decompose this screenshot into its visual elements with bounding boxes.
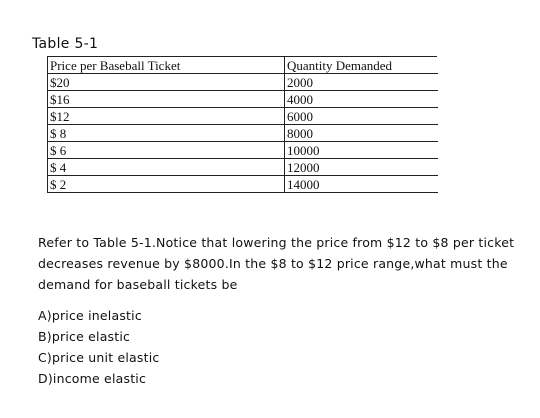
answer-options xyxy=(38,305,159,389)
table-row xyxy=(48,176,438,193)
table-row xyxy=(48,91,438,108)
column-header-quantity: Quantity Demanded xyxy=(285,57,438,74)
option-c[interactable]: C)price unit elastic xyxy=(38,350,160,365)
table-row xyxy=(48,142,438,159)
price-cell: $ 4 xyxy=(48,159,285,176)
quantity-cell: 12000 xyxy=(285,159,438,176)
quantity-cell: 10000 xyxy=(285,142,438,159)
price-cell: $12 xyxy=(48,108,285,125)
quantity-cell: 6000 xyxy=(285,108,438,125)
option-d[interactable]: D)income elastic xyxy=(38,371,147,386)
demand-table xyxy=(47,56,438,193)
table-caption: Table 5-1 xyxy=(32,36,99,52)
question-text: Refer to Table 5-1.Notice that lowering the price from $12 to $8 per ticket decreases revenue by $8000.In the $8 to $12 price range,what must the demand for baseball tickets be xyxy=(38,235,515,292)
quantity-cell: 8000 xyxy=(285,125,438,142)
column-header-price: Price per Baseball Ticket xyxy=(48,57,285,74)
price-cell: $ 8 xyxy=(48,125,285,142)
quantity-cell: 4000 xyxy=(285,91,438,108)
quantity-cell: 14000 xyxy=(285,176,438,193)
option-a[interactable]: A)price inelastic xyxy=(38,308,142,323)
quantity-cell: 2000 xyxy=(285,74,438,91)
price-cell: $16 xyxy=(48,91,285,108)
table-header-row xyxy=(48,57,438,74)
option-b[interactable]: B)price elastic xyxy=(38,329,131,344)
table-row xyxy=(48,74,438,91)
table-row xyxy=(48,125,438,142)
price-cell: $ 2 xyxy=(48,176,285,193)
price-cell: $ 6 xyxy=(48,142,285,159)
table-row xyxy=(48,108,438,125)
table-row xyxy=(48,159,438,176)
price-cell: $20 xyxy=(48,74,285,91)
